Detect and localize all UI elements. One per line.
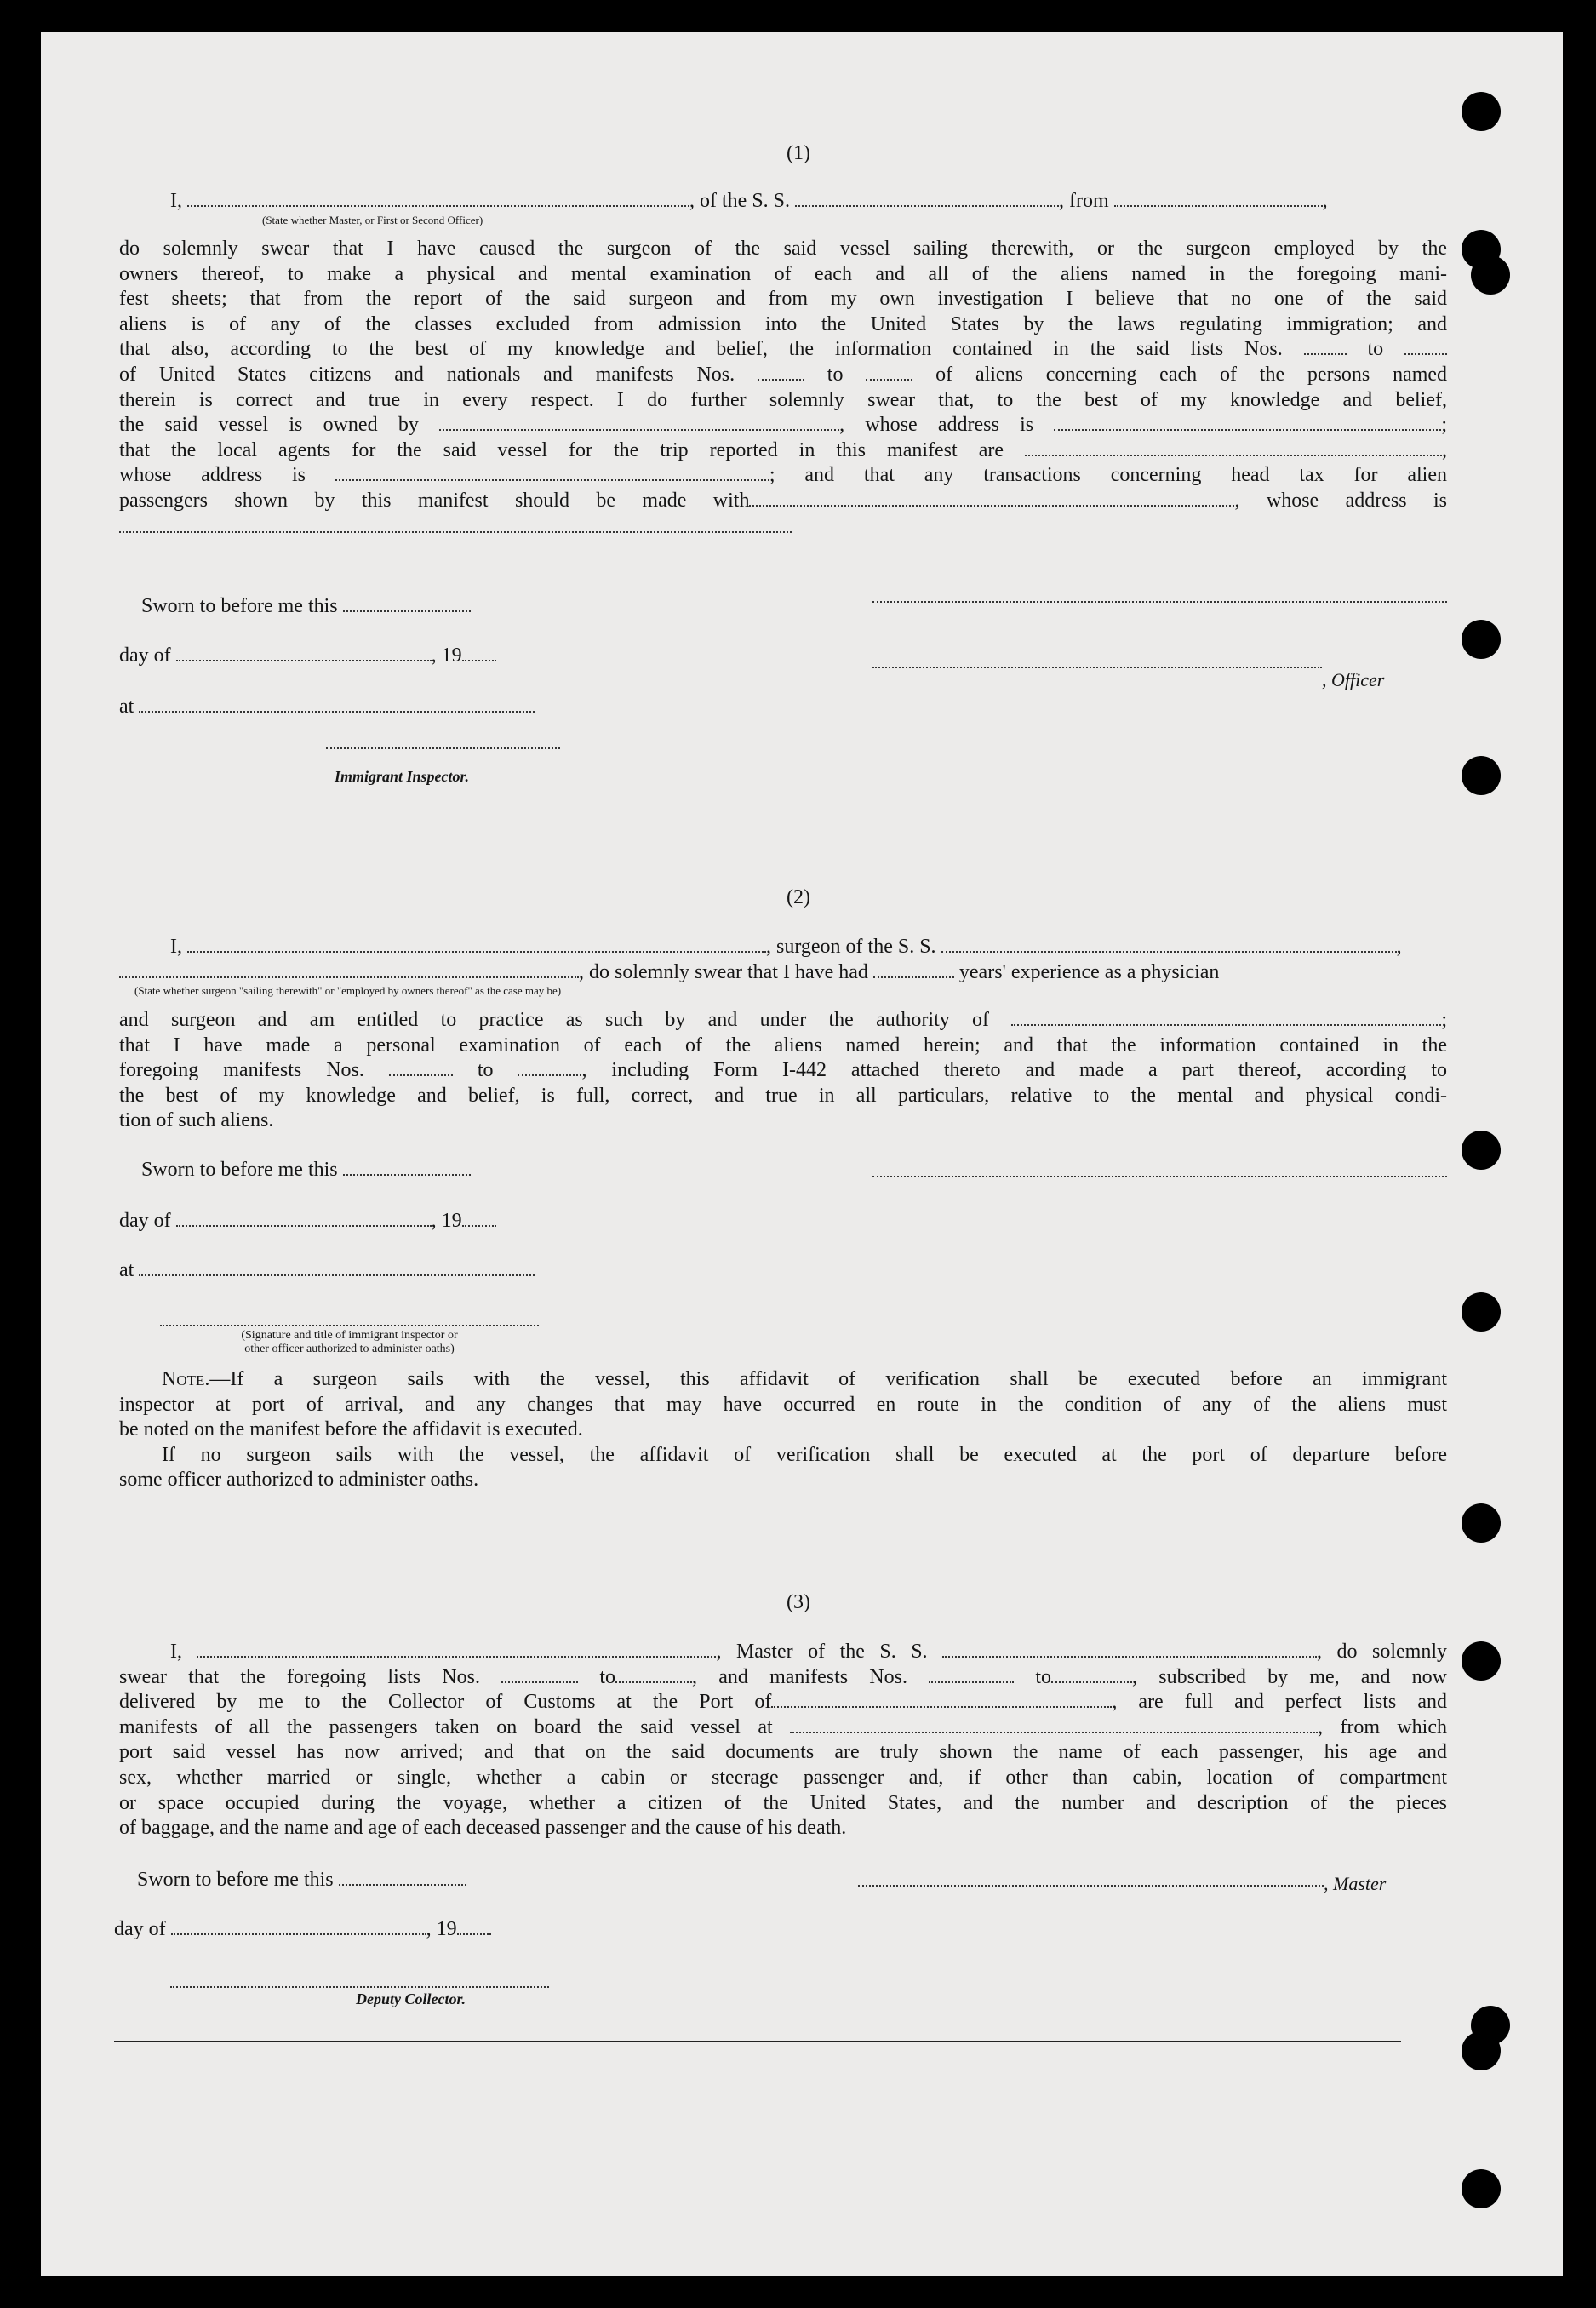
deputy-label: Deputy Collector.: [356, 1990, 466, 2007]
officer-line[interactable]: [872, 667, 1322, 668]
signature-note: (Signature and title of immigrant inspector or other officer authorized to administer oaths): [241, 1329, 458, 1355]
bottom-rule: [114, 2041, 1401, 2042]
inspector-label: Immigrant Inspector.: [335, 768, 470, 785]
deputy-signature-field[interactable]: [170, 1986, 549, 1988]
punch-hole: [1462, 756, 1501, 795]
field-note: (State whether surgeon "sailing therewith" or "employed by owners thereof" as the case may be): [134, 984, 562, 997]
punch-hole: [1462, 620, 1501, 659]
vessel-field[interactable]: [795, 190, 1059, 207]
sworn-label: Sworn to before me this: [141, 1158, 471, 1183]
oath-line: I, , surgeon of the S. S. ,: [170, 936, 1402, 958]
sworn-label: Sworn to before me this: [137, 1868, 466, 1893]
sworn-label: Sworn to before me this: [141, 594, 471, 620]
oath-line-2: , do solemnly swear that I have had years' experience as a physician: [119, 960, 1219, 986]
punch-hole: [1462, 1292, 1501, 1332]
punch-hole: [1462, 92, 1501, 131]
punch-hole: [1462, 2031, 1501, 2070]
at-label: at: [119, 1258, 535, 1284]
address-field[interactable]: [119, 531, 792, 533]
punch-hole: [1462, 1641, 1501, 1681]
punch-hole: [1462, 1503, 1501, 1543]
day-of-label: day of , 19: [119, 1209, 496, 1234]
name-field[interactable]: [187, 190, 689, 207]
surgeon-signature-field[interactable]: [872, 1176, 1447, 1177]
punch-hole: [1462, 1131, 1501, 1170]
master-label: , Master: [1324, 1873, 1387, 1894]
officer-label: , Officer: [1322, 669, 1385, 690]
section3-paragraph: I, , Master of the S. S. , do solemnly swear that the foregoing lists Nos. to , and manifests Nos. to , subscribed by me, and now delivered by me to the Collector of Customs at the Port of , are full and perfect lists and manifests of all the passengers taken on board the said vessel at , from which port said vessel has now arrived; and that on the said documents are truly shown the name of each passenger, his age and sex, whether married or single, whether a cabin or steerage passenger and, if other than cabin, location of compartment or space occupied during the voyage, whether a citizen of the United States, and the number and description of the pieces of baggage, and the name and age of each deceased passenger and the cause of his death.: [119, 1641, 1448, 1840]
section-number: (2): [787, 886, 810, 908]
document-page: [41, 32, 1563, 2276]
inspector-signature-field[interactable]: [326, 747, 560, 749]
section1-paragraph: do solemnly swear that I have caused the surgeon of the said vessel sailing therewith, or the surgeon employed by the owners thereof, to make a physical and mental examination of each and all of the aliens named in the foregoing mani- fest sheets; that from the report of the said surgeon and from my own investigation I believe that no one of the said aliens is of any of the classes excluded from admission into the United States by the laws regulating immigration; and that also, according to the best of my knowledge and belief, the information contained in the said lists Nos. to of United States citizens and nationals and manifests Nos. to of aliens concerning each of the persons named therein is correct and true in every respect. I do further solemnly swear that, to the best of my knowledge and belief, the said vessel is owned by , whose address is ; that the local agents for the said vessel for the trip reported in this manifest are , whose address is ; and that any transactions concerning head tax for alien passengers shown by this manifest should be made with , whose address is: [119, 238, 1448, 512]
from-field[interactable]: [1114, 190, 1323, 207]
at-label: at: [119, 695, 535, 720]
day-of-label: day of , 19: [114, 1917, 491, 1943]
section-number: (1): [787, 142, 810, 164]
section-number: (3): [787, 1591, 810, 1613]
master-signature-field[interactable]: [858, 1885, 1324, 1887]
inspector-signature-field[interactable]: [160, 1325, 539, 1326]
oath-line: I, , of the S. S. , from ,: [170, 190, 1328, 212]
field-note: (State whether Master, or First or Second Officer): [262, 214, 483, 226]
section2-paragraph: and surgeon and am entitled to practice as such by and under the authority of ; that I have made a personal examination of each of the aliens named herein; and that the information contained in the foregoing manifests Nos. to , including Form I-442 attached thereto and made a part thereof, according to the best of my knowledge and belief, is full, correct, and true in all particulars, relative to the mental and physical condi- tion of such aliens.: [119, 1009, 1448, 1132]
officer-signature-field[interactable]: [872, 601, 1447, 603]
day-of-label: day of , 19: [119, 644, 496, 669]
punch-hole: [1471, 255, 1510, 295]
punch-hole: [1462, 2169, 1501, 2208]
note-paragraph: Note.—If a surgeon sails with the vessel, this affidavit of verification shall be executed before an immigrant inspector at port of arrival, and any changes that may have occurred en route in the condition of any of the aliens must be noted on the manifest before the affidavit is executed. If no surgeon sails with the vessel, the affidavit of verification shall be executed at the port of departure before some officer authorized to administer oaths.: [119, 1368, 1447, 1492]
